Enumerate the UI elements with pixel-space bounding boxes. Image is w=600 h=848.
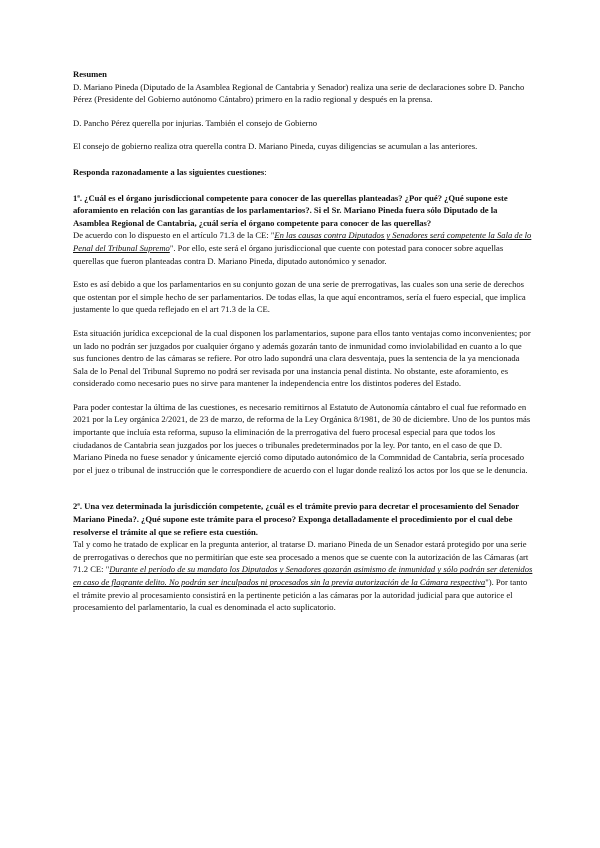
instruction-bold: Responda razonadamente a las siguientes cuestiones <box>73 166 265 177</box>
q1-answer-1-end: ". Por ello, este será el órgano jurisdiccional que cuente con potestad para conocer sobre aquellas querellas que fueron planteadas contra D. Mariano Pineda, diputado autonómico y senador. <box>73 242 504 266</box>
q2-answer-1-quote: Durante el período de su mandato los Diputados y Senadores gozarán asimismo de inmunidad y sólo podrán ser detenidos en caso de flagrante delito. No podrán ser inculpados ni procesados sin la previa autorización de la Cámara respectiva <box>73 564 533 587</box>
q2-answer-1-end: "). Por tanto el trámite previo al procesamiento consistirá en la pertinente petición a las cámaras por la autoridad judicial para que autorice el procesamiento del parlamentario, la cual es denominada el acto suplicatorio. <box>73 577 528 613</box>
instruction <box>73 166 533 179</box>
resumen-paragraph-3: El consejo de gobierno realiza otra querella contra D. Mariano Pineda, cuyas diligencias se acumulan a las anteriores. <box>73 141 478 152</box>
q1-answer-1-quote: En las causas contra Diputados y Senadores será competente la Sala de lo Penal del Tribunal Supremo <box>73 230 532 253</box>
document-page <box>73 68 533 614</box>
q1-answer-paragraph-1 <box>73 229 533 267</box>
q1-answer-1-start: De acuerdo con lo dispuesto en el artículo 71.3 de la CE: " <box>73 230 275 241</box>
question-2: 2ª. Una vez determinada la jurisdicción competente, ¿cuál es el trámite previo para decretar el procesamiento del Senador Mariano Pineda?. ¿Qué supone este trámite para el proceso? Exponga detalladamente el procedimiento por el cual debe resolverse el trámite al que se refiere esta cuestión. <box>73 501 519 537</box>
q1-answer-paragraph-2: Esto es así debido a que los parlamentarios en su conjunto gozan de una serie de prerrogativas, las cuales son una serie de derechos que ostentan por el simple hecho de ser parlamentarios. De todas ellas, la que aquí encontramos, sería el fuero especial, que implica justamente lo que queda reflejado en el art 71.3 de la CE. <box>73 279 526 315</box>
resumen-heading: Resumen <box>73 69 107 79</box>
q2-answer-paragraph-1 <box>73 538 533 614</box>
resumen-paragraph-2: D. Pancho Pérez querella por injurias. También el consejo de Gobierno <box>73 117 318 128</box>
resumen-paragraph-1: D. Mariano Pineda (Diputado de la Asamblea Regional de Cantabria y Senador) realiza una serie de declaraciones sobre D. Pancho Pérez (Presidente del Gobierno autónomo Cántabro) primero en la radio regional y después en la prensa. <box>73 81 525 105</box>
question-1: 1ª. ¿Cuál es el órgano jurisdiccional competente para conocer de las querellas planteadas? ¿Por qué? ¿Qué supone este aforamiento en relación con las garantías de los parlamentarios?. Si el Sr. Mariano Pineda fuera sólo Diputado de la Asamblea Regional de Cantabria, ¿cuál sería el órgano competente para conocer de las querellas? <box>73 192 508 228</box>
q2-answer-1-start: Tal y como he tratado de explicar en la pregunta anterior, al tratarse D. mariano Pineda de un Senador estará protegido por una serie de prerrogativas o derechos que no permitirían que este sea procesado a menos que se cuente con la autorización de las Cámaras (art 71.2 CE: " <box>73 539 529 575</box>
q1-answer-paragraph-4: Para poder contestar la última de las cuestiones, es necesario remitirnos al Estatuto de Autonomía cántabro el cual fue reformado en 2021 por la Ley orgánica 2/2021, de 23 de marzo, de reforma de la Ley Orgánica 8/1981, de 30 de diciembre. Uno de los puntos más importante que incluía esta reforma, supuso la eliminación de la prerrogativa del fuero procesal especial para que todos los ciudadanos de Cantabria sean juzgados por los jueces o tribunales predeterminados por la ley. Por tanto, en el caso de que D. Mariano Pineda no fuese senador y únicamente ejerció como diputado autonómico de la Commnidad de Cantabria, sería procesado por el juez o tribunal de instrucción que le correspondiere de acuerdo con el lugar donde realizó los actos por los que se le denuncia. <box>73 401 531 475</box>
instruction-tail: : <box>264 166 267 177</box>
q1-answer-paragraph-3: Esta situación jurídica excepcional de la cual disponen los parlamentarios, supone para ellos tanto ventajas como inconvenientes; por un lado no podrán ser juzgados por cualquier órgano y además gozarán tanto de inmunidad como inviolabilidad en cuanto a lo que sus funciones dentro de las cámaras se refiere. Por otro lado supondrá una clara desventaja, pues la sentencia de la ya mencionada Sala de lo Penal del Tribunal Supremo no podrá ser revisada por una instancia penal distinta. No obstante, este aforamiento, es considerado como necesario pues no sirve para mantener la independencia entre los distintos poderes del Estado. <box>73 327 531 389</box>
